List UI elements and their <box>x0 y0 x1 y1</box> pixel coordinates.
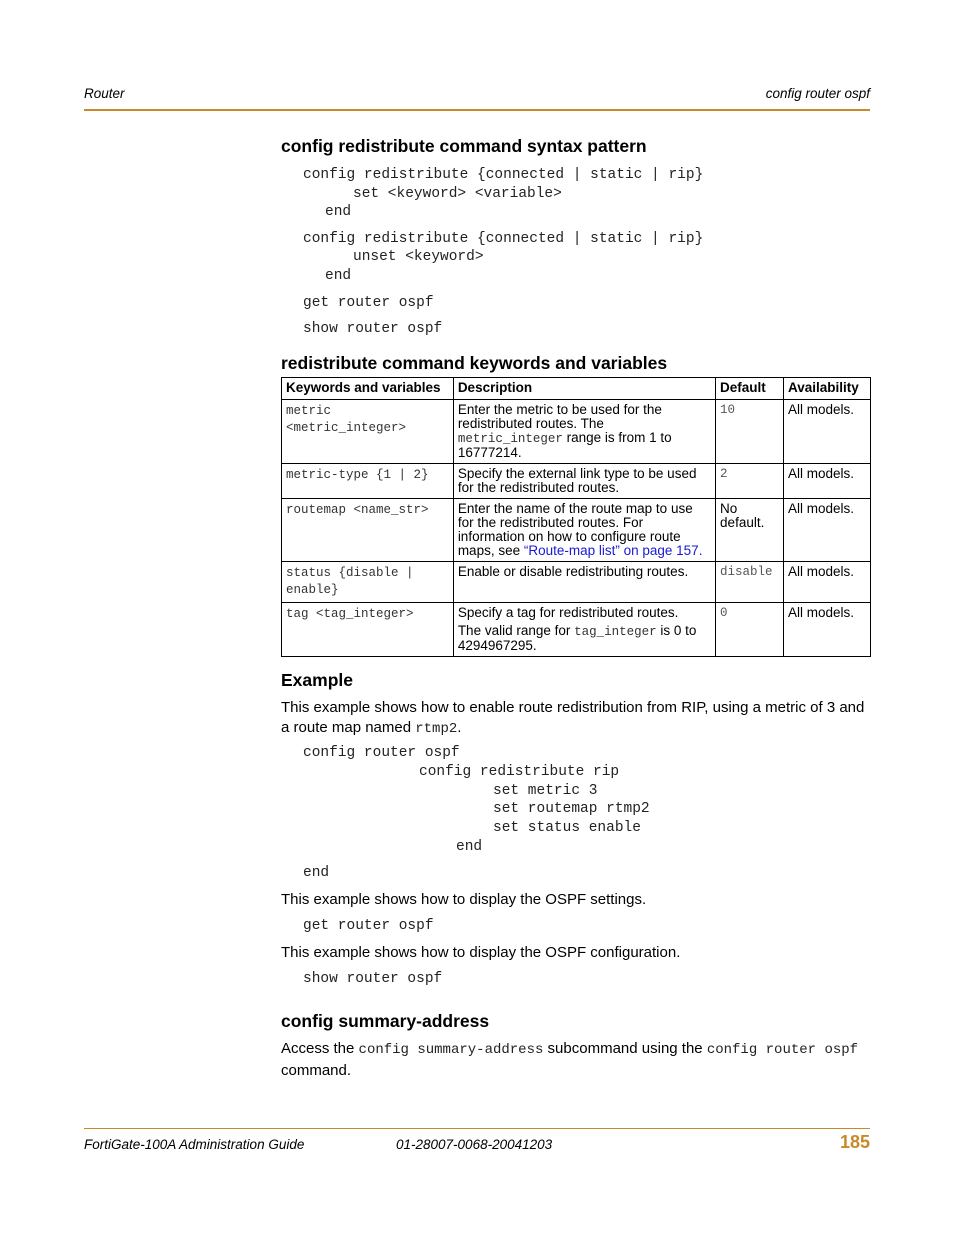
table-header-row <box>282 378 871 400</box>
description-cell: Enter the metric to be used for the redistributed routes. The metric_integer range is from 1 to 16777214. <box>453 400 715 464</box>
default-cell: 0 <box>716 603 784 657</box>
column-header: Default <box>716 378 784 400</box>
page-number: 185 <box>839 1132 870 1152</box>
description-cell: Enable or disable redistributing routes. <box>453 562 715 603</box>
description-cell: Enter the name of the route map to use for the redistributed routes. For information on how to configure route maps, see “Route-map list” on page 157. <box>453 499 715 562</box>
code-line: end <box>303 865 330 881</box>
table-row <box>282 603 871 657</box>
column-header: Keywords and variables <box>282 378 454 400</box>
table-row <box>282 464 871 499</box>
code-line: unset <keyword> <box>353 249 484 265</box>
default-cell: 2 <box>716 464 784 499</box>
description-cell: Specify a tag for redistributed routes. The valid range for tag_integer is 0 to 4294967295. <box>453 603 715 657</box>
table-row <box>282 400 871 464</box>
availability-cell: All models. <box>784 499 871 562</box>
footer-document-number: 01-28007-0068-20041203 <box>396 1137 553 1152</box>
syntax-pattern-heading: config redistribute command syntax pattern <box>281 136 647 156</box>
description-cell: Specify the external link type to be used for the redistributed routes. <box>453 464 715 499</box>
display-settings-text: This example shows how to display the OSPF settings. <box>281 891 647 908</box>
keyword-cell: tag <tag_integer> <box>282 603 454 657</box>
column-header: Description <box>453 378 715 400</box>
default-cell: 10 <box>716 400 784 464</box>
table-row <box>282 562 871 603</box>
code-line: set <keyword> <variable> <box>353 186 562 202</box>
footer-divider <box>84 1128 870 1129</box>
keyword-cell: metric <metric_integer> <box>282 400 454 464</box>
table-row <box>282 499 871 562</box>
keywords-heading: redistribute command keywords and variables <box>281 353 668 373</box>
code-line: config redistribute {connected | static | rip} <box>303 167 704 183</box>
availability-cell: All models. <box>784 464 871 499</box>
example-intro: This example shows how to enable route redistribution from RIP, using a metric of 3 and a route map named rtmp2. <box>281 699 865 737</box>
header-chapter-name: config router ospf <box>765 86 870 101</box>
keyword-cell: routemap <name_str> <box>282 499 454 562</box>
code-line: set status enable <box>493 820 641 836</box>
example-heading: Example <box>281 670 353 690</box>
keyword-cell: metric-type {1 | 2} <box>282 464 454 499</box>
footer-guide-title: FortiGate-100A Administration Guide <box>84 1137 305 1152</box>
default-cell: No default. <box>716 499 784 562</box>
code-line: set metric 3 <box>493 783 598 799</box>
column-header: Availability <box>784 378 871 400</box>
code-line: end <box>325 204 352 220</box>
availability-cell: All models. <box>784 603 871 657</box>
availability-cell: All models. <box>784 400 871 464</box>
code-line: config router ospf <box>303 745 460 761</box>
availability-cell: All models. <box>784 562 871 603</box>
keyword-cell: status {disable | enable} <box>282 562 454 603</box>
header-divider <box>84 109 870 111</box>
code-line: get router ospf <box>303 918 434 934</box>
keywords-table <box>281 377 871 657</box>
code-line: end <box>325 268 352 284</box>
code-line: config redistribute {connected | static | rip} <box>303 231 704 247</box>
code-line: get router ospf <box>303 295 434 311</box>
display-config-text: This example shows how to display the OSPF configuration. <box>281 944 681 961</box>
code-line: config redistribute rip <box>419 764 620 780</box>
header-section-name: Router <box>84 86 125 101</box>
default-cell: disable <box>716 562 784 603</box>
code-line: set routemap rtmp2 <box>493 801 650 817</box>
code-line: show router ospf <box>303 971 443 987</box>
summary-address-text: Access the config summary-address subcommand using the config router ospf command. <box>281 1040 859 1079</box>
code-line: end <box>456 839 483 855</box>
summary-address-heading: config summary-address <box>281 1011 490 1031</box>
route-map-list-link[interactable]: “Route-map list” on page 157 <box>523 543 699 558</box>
code-line: show router ospf <box>303 321 443 337</box>
